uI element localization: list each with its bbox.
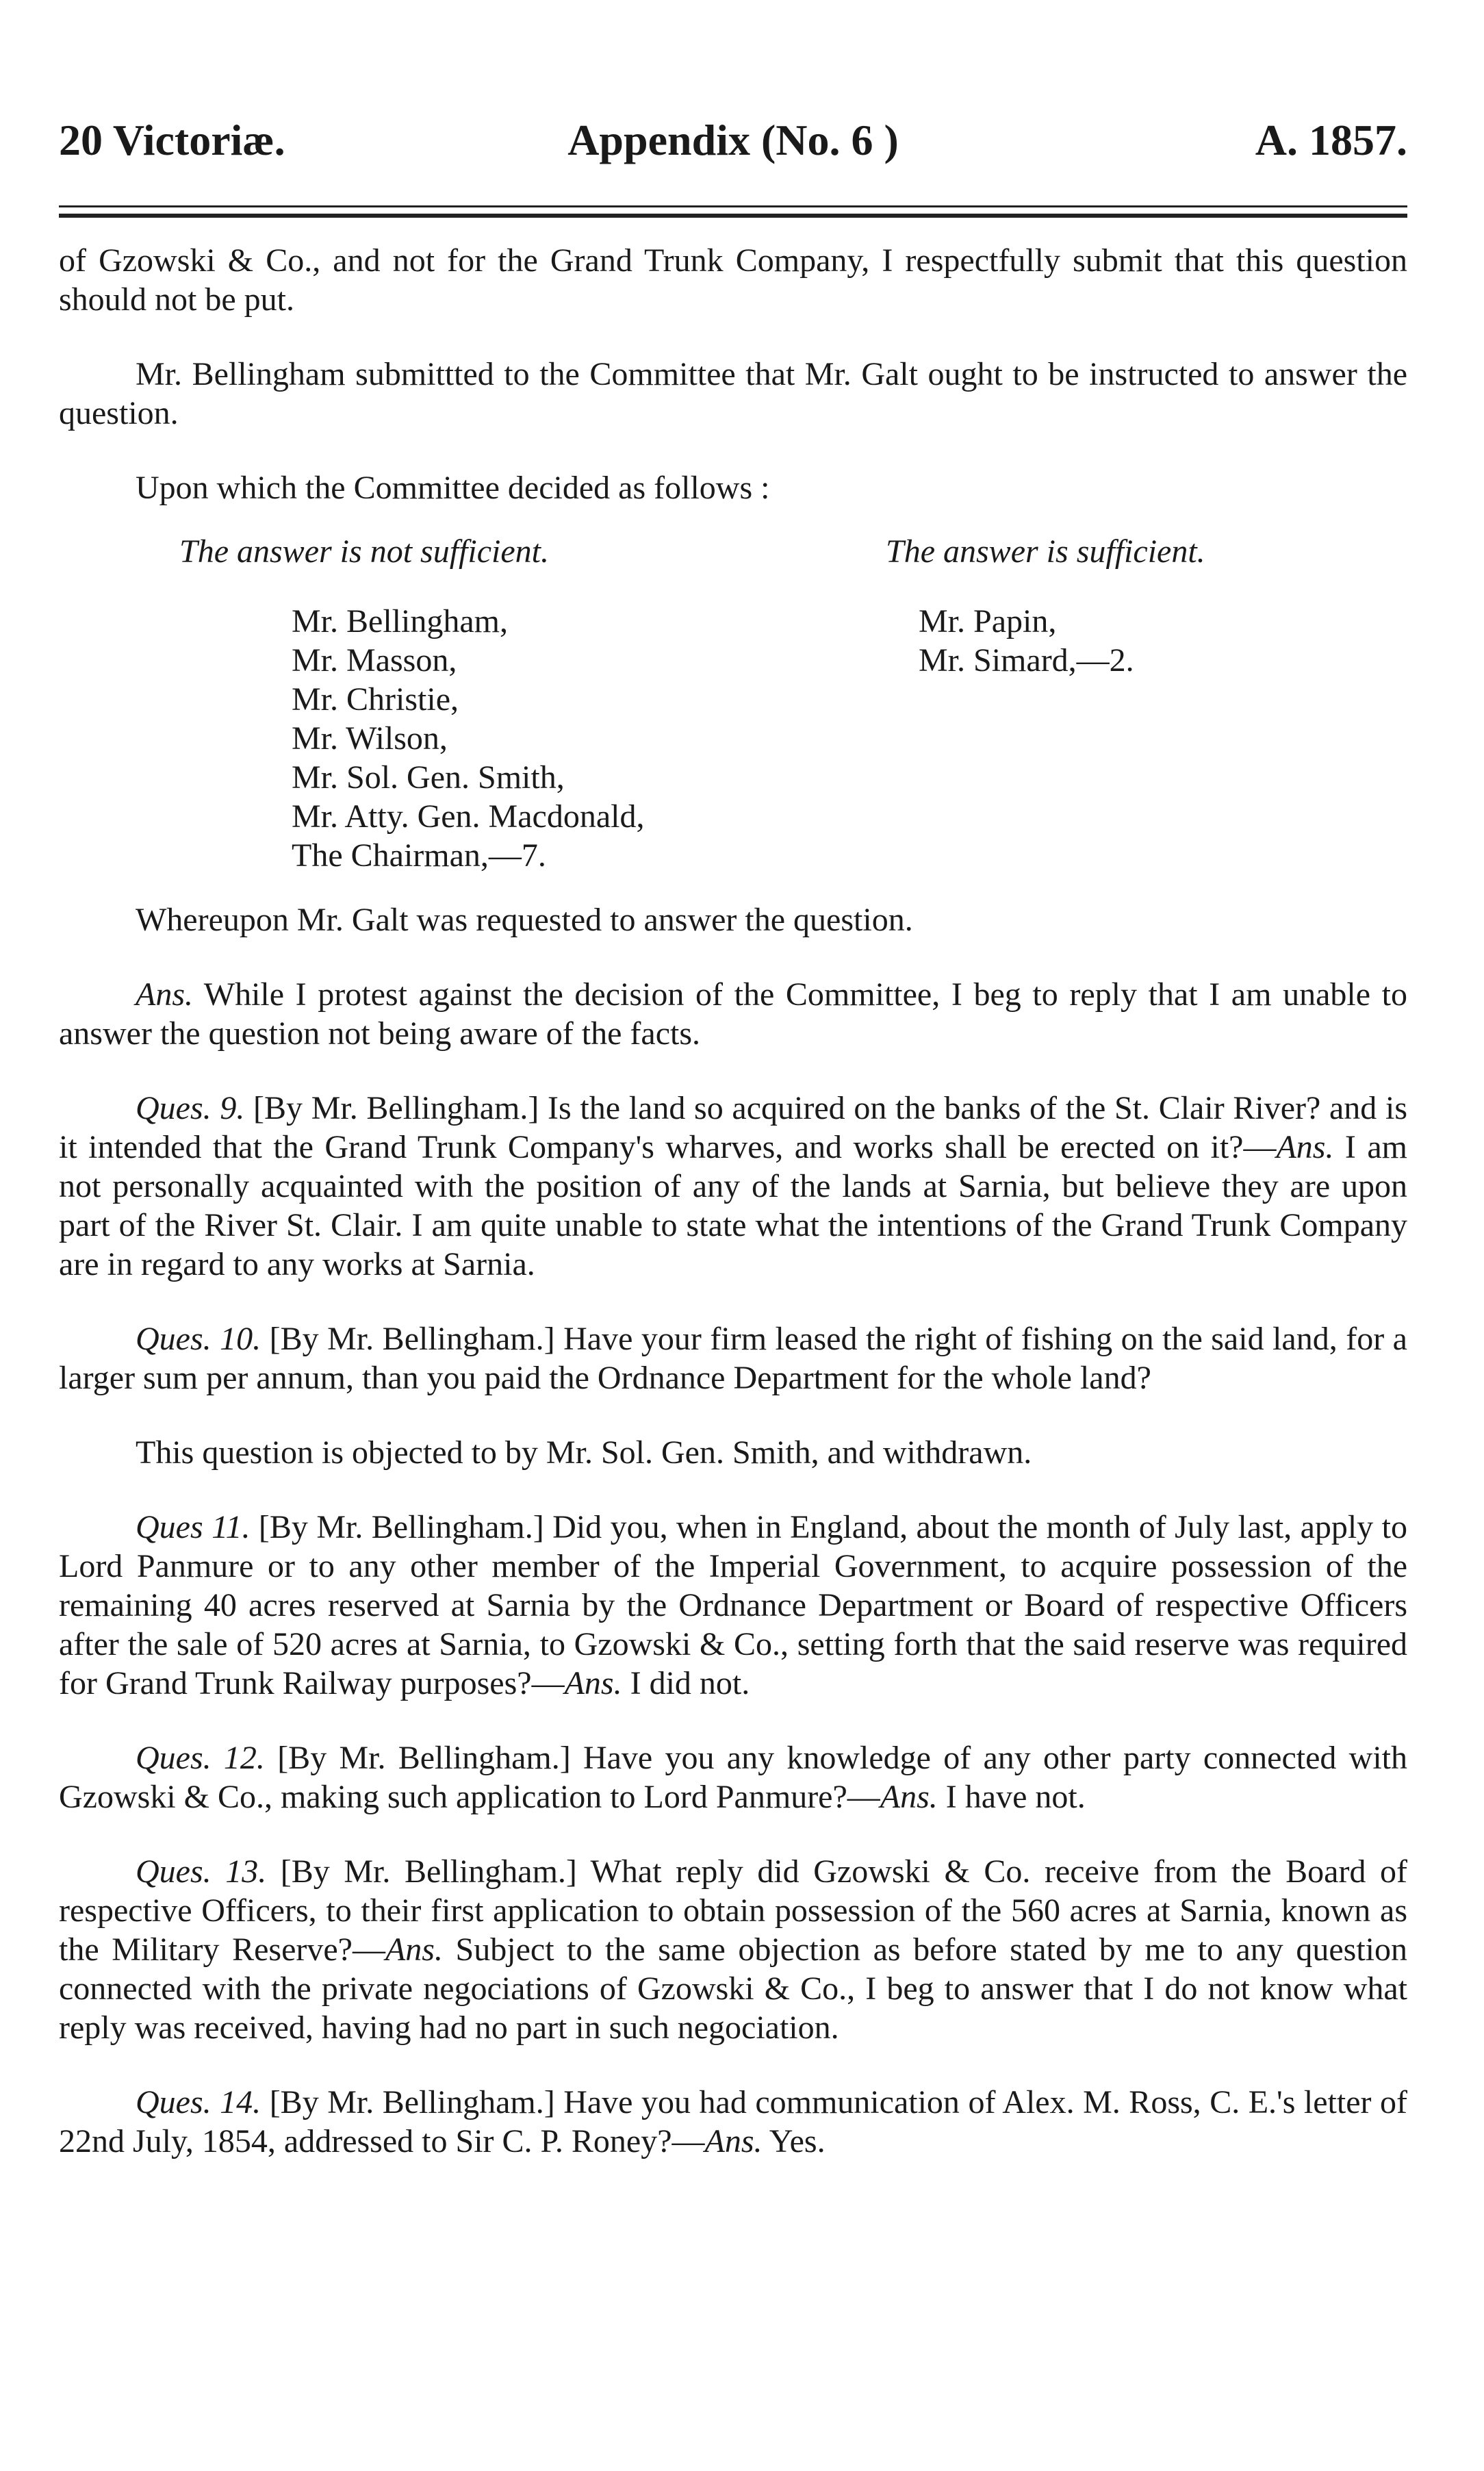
vote-headings <box>59 532 1407 572</box>
question-text: [By Mr. Bellingham.] Have you had communication of Alex. M. Ross, C. E.'s letter of 22nd July, 1854, addressed to Sir C. P. Roney?— <box>59 2084 1407 2159</box>
question-label: Ques. 9. <box>136 1090 245 1126</box>
header-year: A. 1857. <box>1255 116 1407 164</box>
ans-label: Ans. <box>880 1779 938 1815</box>
header-rule-thick <box>59 214 1407 218</box>
ans-text: Yes. <box>762 2123 826 2159</box>
list-item: Mr. Atty. Gen. Macdonald, <box>292 798 645 835</box>
document-body <box>59 241 1407 2196</box>
question-label: Ques. 10. <box>136 1321 261 1357</box>
question-13 <box>59 1852 1407 2047</box>
paragraph-committee-decision: Upon which the Committee decided as follows : <box>136 470 770 506</box>
question-9 <box>59 1089 1407 1284</box>
question-label: Ques. 12. <box>136 1740 265 1776</box>
ans-label: Ans. <box>704 2123 763 2159</box>
heading-not-sufficient: The answer is not sufficient. <box>179 533 549 570</box>
header-appendix: Appendix (No. 6 ) <box>567 116 899 164</box>
ans-label: Ans. <box>1276 1129 1334 1165</box>
header-session: 20 Victoriæ. <box>59 116 285 164</box>
ans-text: I have not. <box>937 1779 1086 1815</box>
ans-text: While I protest against the decision of the Committee, I beg to reply that I am unable to answer the question not being aware of the facts. <box>59 976 1407 1052</box>
list-item: Mr. Christie, <box>292 681 459 718</box>
question-12 <box>59 1738 1407 1816</box>
page-header <box>59 115 1407 170</box>
paragraph-answer <box>59 975 1407 1053</box>
list-item: The Chairman,—7. <box>292 837 546 874</box>
list-item: Mr. Simard,—2. <box>919 642 1134 679</box>
question-text: [By Mr. Bellingham.] Have you any knowledge of any other party connected with Gzowski & Co., making such application to Lord Panmure?— <box>59 1740 1407 1815</box>
question-label: Ques. 14. <box>136 2084 261 2120</box>
ans-text: Subject to the same objection as before stated by me to any question connected with the private negociations of Gzowski & Co., I beg to answer that I do not know what reply was received, having had no part in such negociation. <box>59 1931 1407 2046</box>
list-item: Mr. Bellingham, <box>292 603 508 639</box>
sufficient-list <box>919 602 1134 680</box>
paragraph-continuation: of Gzowski & Co., and not for the Grand Trunk Company, I respectfully submit that this question should not be put. <box>59 242 1407 318</box>
vote-columns <box>59 602 1407 876</box>
question-label: Ques 11. <box>136 1509 251 1545</box>
heading-sufficient: The answer is sufficient. <box>886 533 1205 570</box>
list-item: Mr. Wilson, <box>292 720 448 757</box>
ans-label: Ans. <box>136 976 193 1013</box>
paragraph-objection: This question is objected to by Mr. Sol. Gen. Smith, and withdrawn. <box>136 1434 1032 1471</box>
question-label: Ques. 13. <box>136 1853 267 1890</box>
list-item: Mr. Sol. Gen. Smith, <box>292 759 565 796</box>
question-14 <box>59 2083 1407 2161</box>
question-text: [By Mr. Bellingham.] Did you, when in England, about the month of July last, apply to Lord Panmure or to any other member of the Imperial Government, to acquire possession of the remaining 40 acres reserved at Sarnia by the Ordnance Department or Board of respective Officers after the sale of 520 acres at Sarnia, to Gzowski & Co., setting forth that the said reserve was required for Grand Trunk Railway purposes?— <box>59 1509 1407 1701</box>
ans-text: I am not personally acquainted with the position of any of the lands at Sarnia, but believe they are upon part of the River St. Clair. I am quite unable to state what the intentions of the Grand Trunk Company are in regard to any works at Sarnia. <box>59 1129 1407 1282</box>
not-sufficient-list <box>292 602 644 875</box>
ans-text: I did not. <box>622 1665 750 1701</box>
question-text: [By Mr. Bellingham.] Have your firm leased the right of fishing on the said land, for a larger sum per annum, than you paid the Ordnance Department for the whole land? <box>59 1321 1407 1396</box>
ans-label: Ans. <box>564 1665 622 1701</box>
question-text: [By Mr. Bellingham.] Is the land so acquired on the banks of the St. Clair River? and is it intended that the Grand Trunk Company's wharves, and works shall be erected on it?— <box>59 1090 1407 1165</box>
paragraph-galt-requested: Whereupon Mr. Galt was requested to answer the question. <box>136 902 913 938</box>
ans-label: Ans. <box>385 1931 443 1968</box>
header-rule-thin <box>59 205 1407 207</box>
question-text: [By Mr. Bellingham.] What reply did Gzowski & Co. receive from the Board of respective Officers, to their first application to obtain possession of the 560 acres at Sarnia, known as the Military Reserve?— <box>59 1853 1408 1968</box>
paragraph-bellingham-submission: Mr. Bellingham submittted to the Committee that Mr. Galt ought to be instructed to answer the question. <box>59 356 1407 431</box>
question-11 <box>59 1508 1407 1703</box>
list-item: Mr. Masson, <box>292 642 457 679</box>
list-item: Mr. Papin, <box>919 603 1057 639</box>
question-10 <box>59 1319 1407 1397</box>
